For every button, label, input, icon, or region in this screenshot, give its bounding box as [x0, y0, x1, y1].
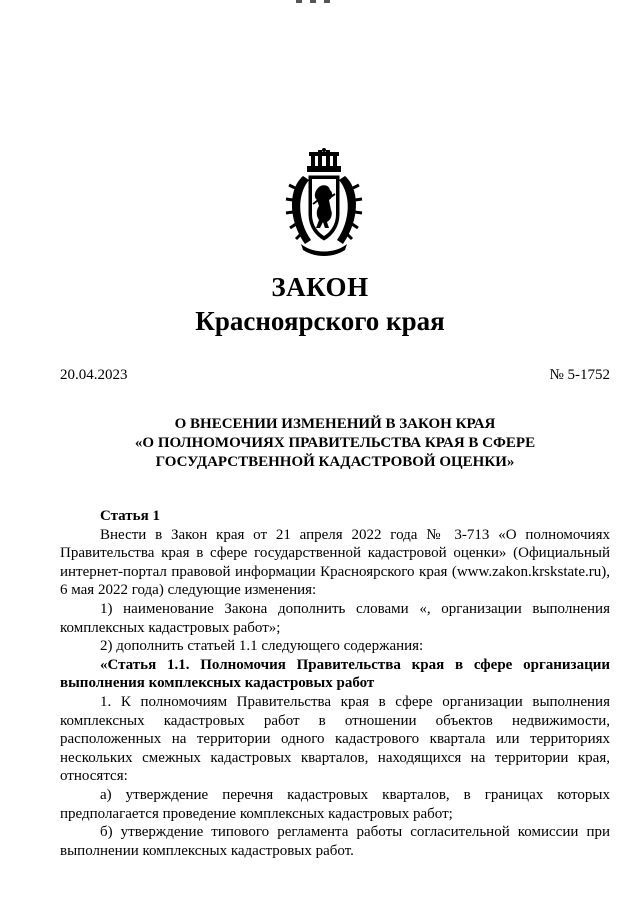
heading-line-3: ГОСУДАРСТВЕННОЙ КАДАСТРОВОЙ ОЦЕНКИ»	[155, 454, 515, 470]
paragraph-5: 1. К полномочиям Правительства края в сфере организации выполнения комплексных кадастровых работ в отношении объектов недвижимости, расположенных на территории одного кадастрового квартала или территориях нескольких смежных кадастровых кварталов, находящихся на территории края, относятся:	[60, 693, 610, 785]
paragraph-6: а) утверждение перечня кадастровых кварталов, в границах которых предполагается проведение комплексных кадастровых работ;	[60, 786, 610, 822]
law-subtitle: Красноярского края	[195, 306, 445, 336]
paragraph-3: 2) дополнить статьей 1.1 следующего содержания:	[100, 638, 424, 655]
coat-of-arms-emblem	[283, 148, 365, 258]
law-number: № 5-1752	[549, 367, 610, 383]
heading-line-2: «О ПОЛНОМОЧИЯХ ПРАВИТЕЛЬСТВА КРАЯ В СФЕРЕ	[134, 435, 536, 451]
top-page-mark	[296, 0, 336, 4]
law-heading	[90, 415, 580, 472]
article-1-1-title: «Статья 1.1. Полномочия Правительства края в сфере организации выполнения комплексных кадастровых работ	[60, 656, 610, 692]
paragraph-2: 1) наименование Закона дополнить словами «, организации выполнения комплексных кадастровых работ»;	[60, 600, 610, 636]
article-1-title: Статья 1	[100, 508, 160, 524]
heading-line-1: О ВНЕСЕНИИ ИЗМЕНЕНИЙ В ЗАКОН КРАЯ	[174, 416, 496, 432]
paragraph-7: б) утверждение типового регламента работы согласительной комиссии при выполнении комплексных кадастровых работ.	[60, 824, 610, 859]
law-title: ЗАКОН	[271, 272, 369, 302]
law-date: 20.04.2023	[60, 367, 128, 383]
law-body	[60, 507, 610, 860]
paragraph-1: Внести в Закон края от 21 апреля 2022 года № 3-713 «О полномочиях Правительства края в сфере государственной кадастровой оценки» (Официальный интернет-портал правовой информации Красноярского края (www.zakon.krskstate.ru), 6 мая 2022 года) следующие изменения:	[60, 526, 610, 599]
